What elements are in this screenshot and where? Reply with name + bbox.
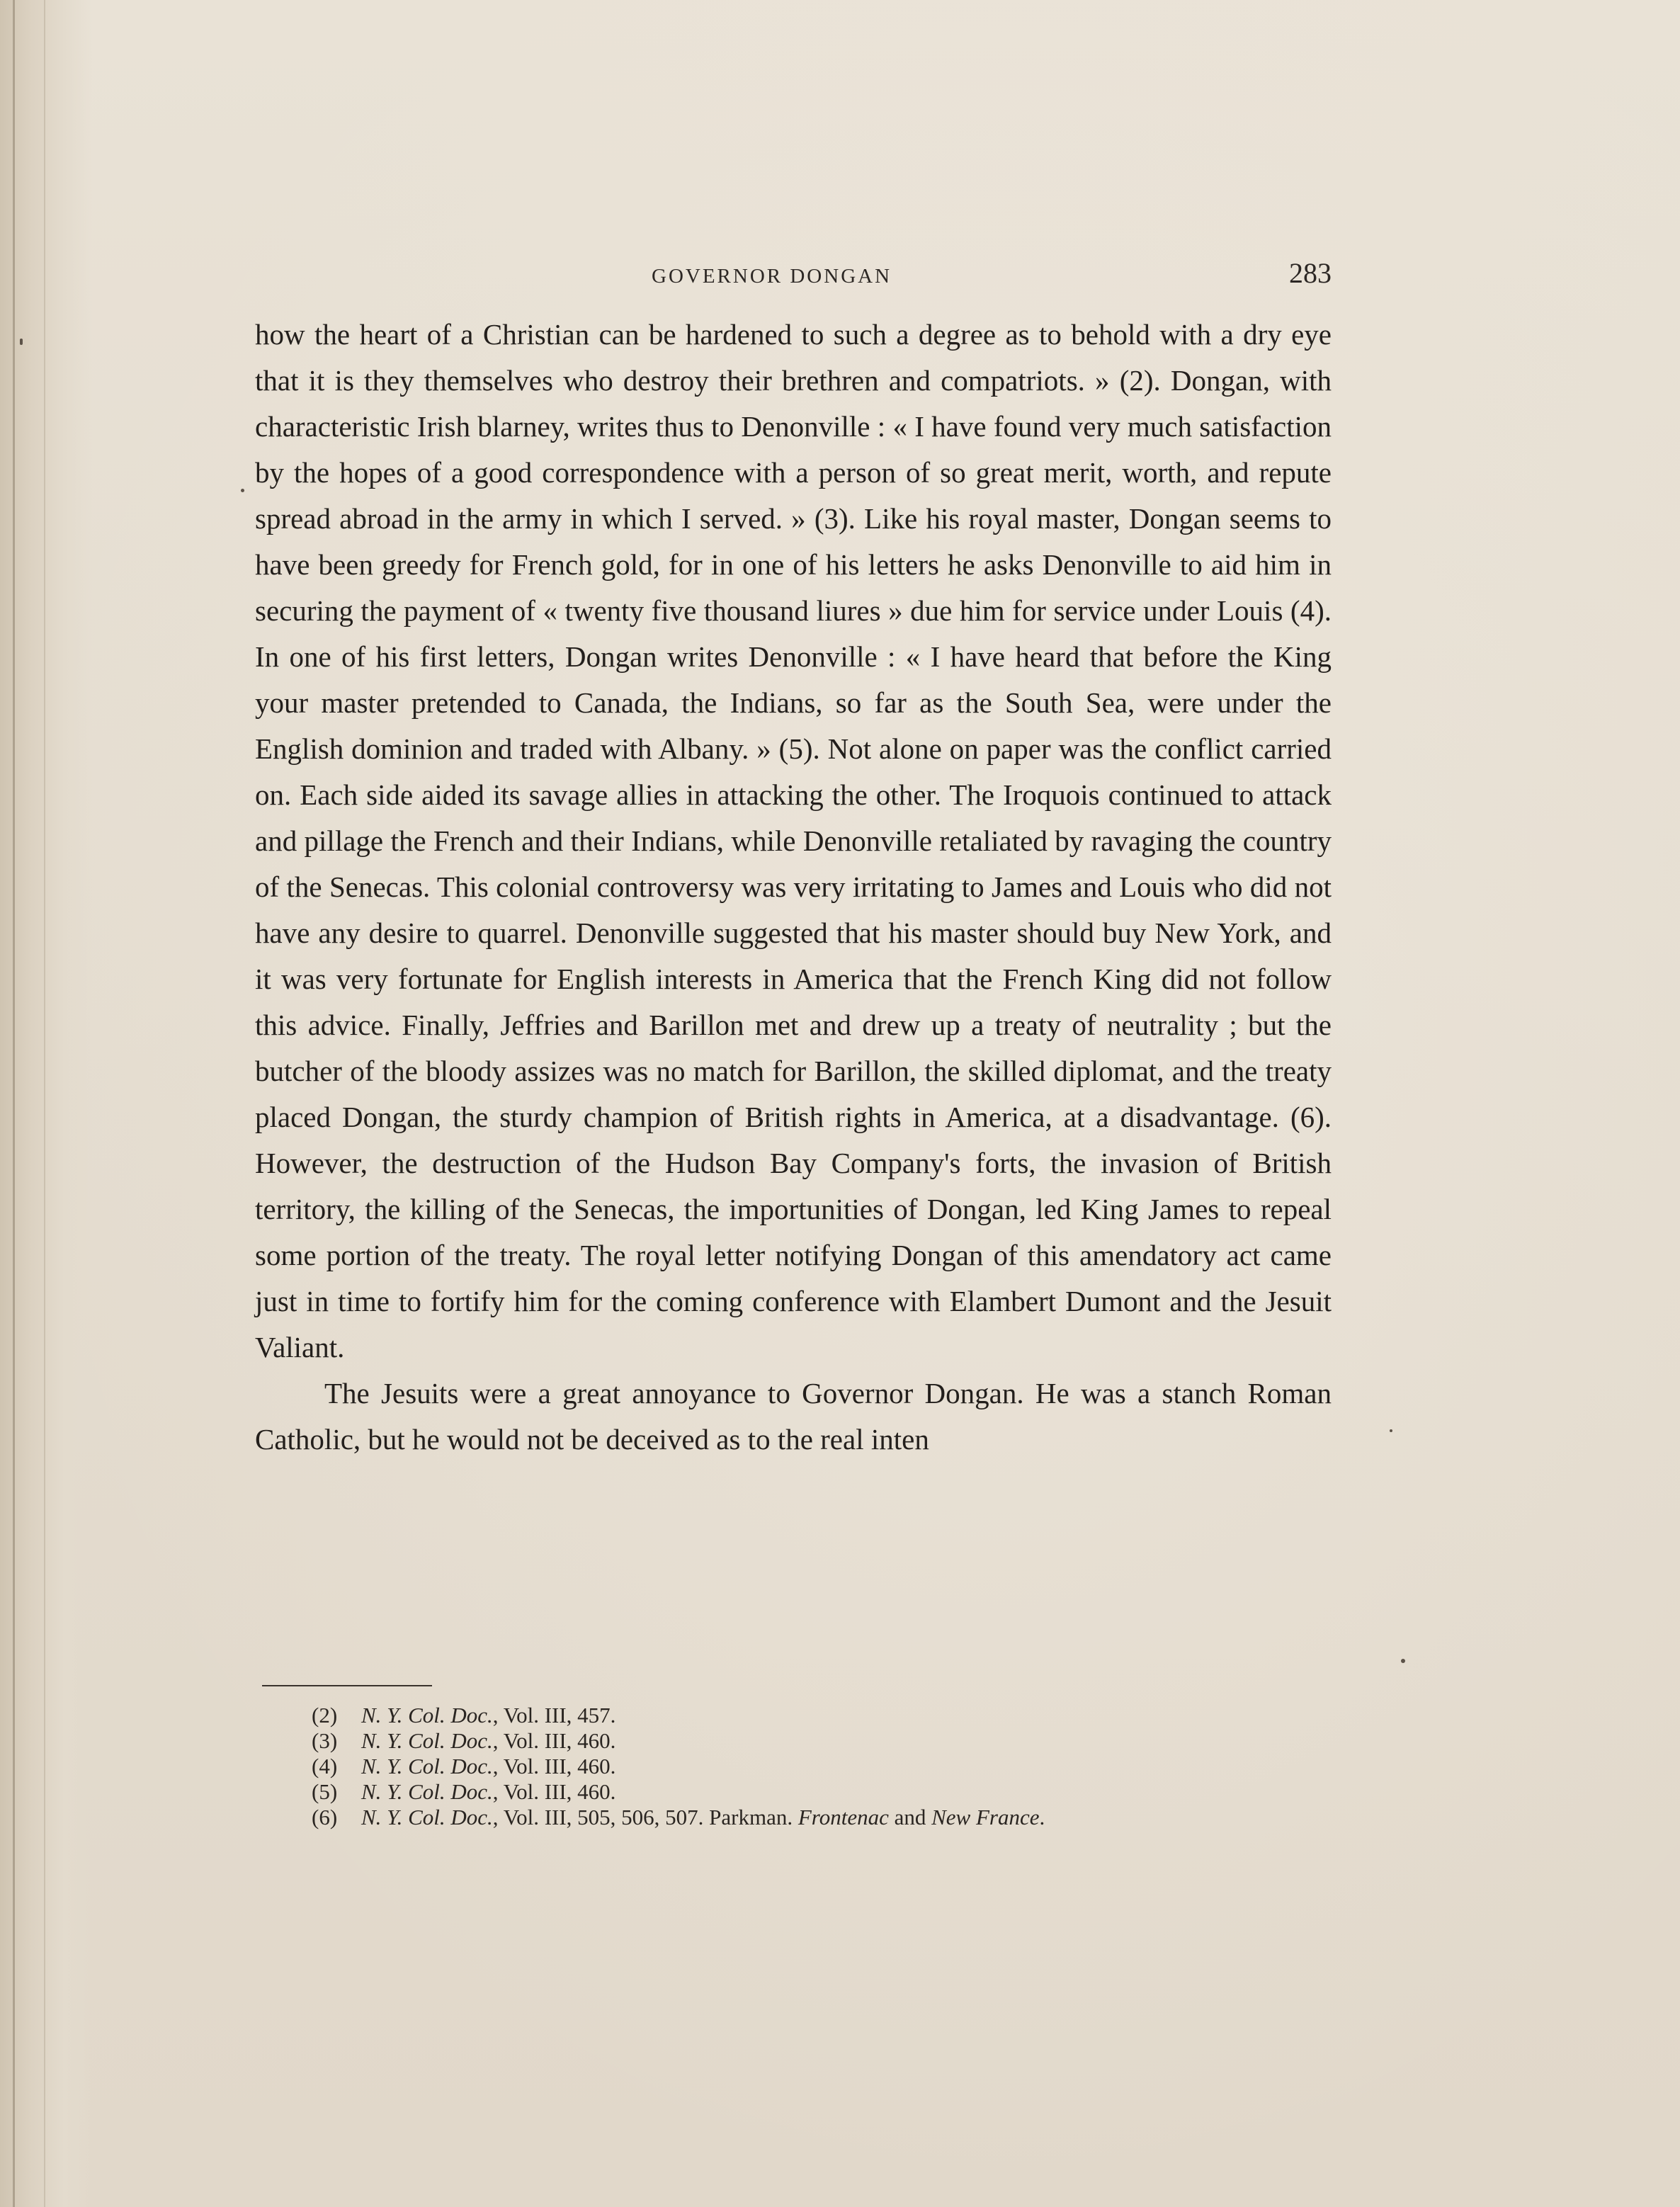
footnote-reference: , Vol. III, 457. bbox=[492, 1703, 616, 1727]
running-head: GOVERNOR DONGAN bbox=[652, 265, 892, 288]
page-number: 283 bbox=[1289, 257, 1332, 289]
footnote-number: (5) bbox=[312, 1779, 338, 1804]
footnote-source: N. Y. Col. Doc. bbox=[361, 1728, 493, 1753]
paper-speck bbox=[241, 489, 244, 492]
paper-speck bbox=[1401, 1659, 1405, 1663]
paper-speck bbox=[20, 339, 23, 345]
footnotes bbox=[312, 1703, 1332, 1830]
footnote-reference: , Vol. III, 460. bbox=[492, 1754, 616, 1778]
binding-edge-line bbox=[44, 0, 45, 2207]
footnote-reference: , Vol. III, 460. bbox=[492, 1728, 616, 1753]
footnote-number: (2) bbox=[312, 1703, 338, 1727]
footnote bbox=[312, 1779, 1332, 1805]
footnote bbox=[312, 1703, 1332, 1728]
footnote-conjunction: and bbox=[888, 1805, 932, 1829]
footnote-number: (6) bbox=[312, 1805, 338, 1829]
footnote-work-title: New France bbox=[931, 1805, 1040, 1829]
footnote bbox=[312, 1728, 1332, 1754]
paper-speck bbox=[1390, 1429, 1392, 1432]
binding-edge-line bbox=[13, 0, 15, 2207]
footnote-number: (4) bbox=[312, 1754, 338, 1778]
footnote-source: N. Y. Col. Doc. bbox=[361, 1703, 493, 1727]
footnote bbox=[312, 1805, 1332, 1830]
footnote-source: N. Y. Col. Doc. bbox=[361, 1805, 493, 1829]
footnote-source: N. Y. Col. Doc. bbox=[361, 1779, 493, 1804]
footnote-work-title: Frontenac bbox=[798, 1805, 889, 1829]
footnote-divider bbox=[262, 1685, 432, 1686]
body-text bbox=[255, 312, 1332, 1463]
footnote bbox=[312, 1754, 1332, 1779]
page-header bbox=[255, 256, 1332, 299]
footnote-source: N. Y. Col. Doc. bbox=[361, 1754, 493, 1778]
footnote-reference: , Vol. III, 460. bbox=[492, 1779, 616, 1804]
footnote-end: . bbox=[1039, 1805, 1045, 1829]
paragraph: The Jesuits were a great annoyance to Governor Dongan. He was a stanch Roman Catholic, but he would not be deceived as to the real inten bbox=[255, 1377, 1332, 1456]
footnote-number: (3) bbox=[312, 1728, 338, 1753]
footnote-reference: , Vol. III, 505, 506, 507. Parkman. bbox=[492, 1805, 798, 1829]
paragraph: how the heart of a Christian can be hardened to such a degree as to behold with a dry eye that it is they themselves who destroy their brethren and compatriots. » (2). Dongan, with characteristic Irish blarney, writes thus to Denonville : « I have found very much satisfaction by the hopes of a good correspondence with a person of so great merit, worth, and repute spread abroad in the army in which I served. » (3). Like his royal master, Dongan seems to have been greedy for French gold, for in one of his letters he asks Denonville to aid him in securing the payment of « twenty five thousand liures » due him for service under Louis (4). In one of his first letters, Dongan writes Denonville : « I have heard that before the King your master pretended to Canada, the Indians, so far as the South Sea, were under the English dominion and traded with Albany. » (5). Not alone on paper was the conflict carried on. Each side aided its savage allies in attacking the other. The Iroquois continued to attack and pillage the French and their Indians, while Denonville retaliated by ravaging the country of the Senecas. This colonial controversy was very irritating to James and Louis who did not have any desire to quarrel. Denonville suggested that his master should buy New York, and it was very fortunate for English interests in America that the French King did not follow this advice. Finally, Jeffries and Barillon met and drew up a treaty of neutrality ; but the butcher of the bloody assizes was no match for Barillon, the skilled diplomat, and the treaty placed Dongan, the sturdy champion of British rights in America, at a disadvantage. (6). However, the destruction of the Hudson Bay Company's forts, the invasion of British territory, the killing of the Senecas, the importunities of Dongan, led King James to repeal some portion of the treaty. The royal letter notifying Dongan of this amendatory act came just in time to fortify him for the coming conference with Elambert Dumont and the Jesuit Valiant. bbox=[255, 318, 1332, 1363]
